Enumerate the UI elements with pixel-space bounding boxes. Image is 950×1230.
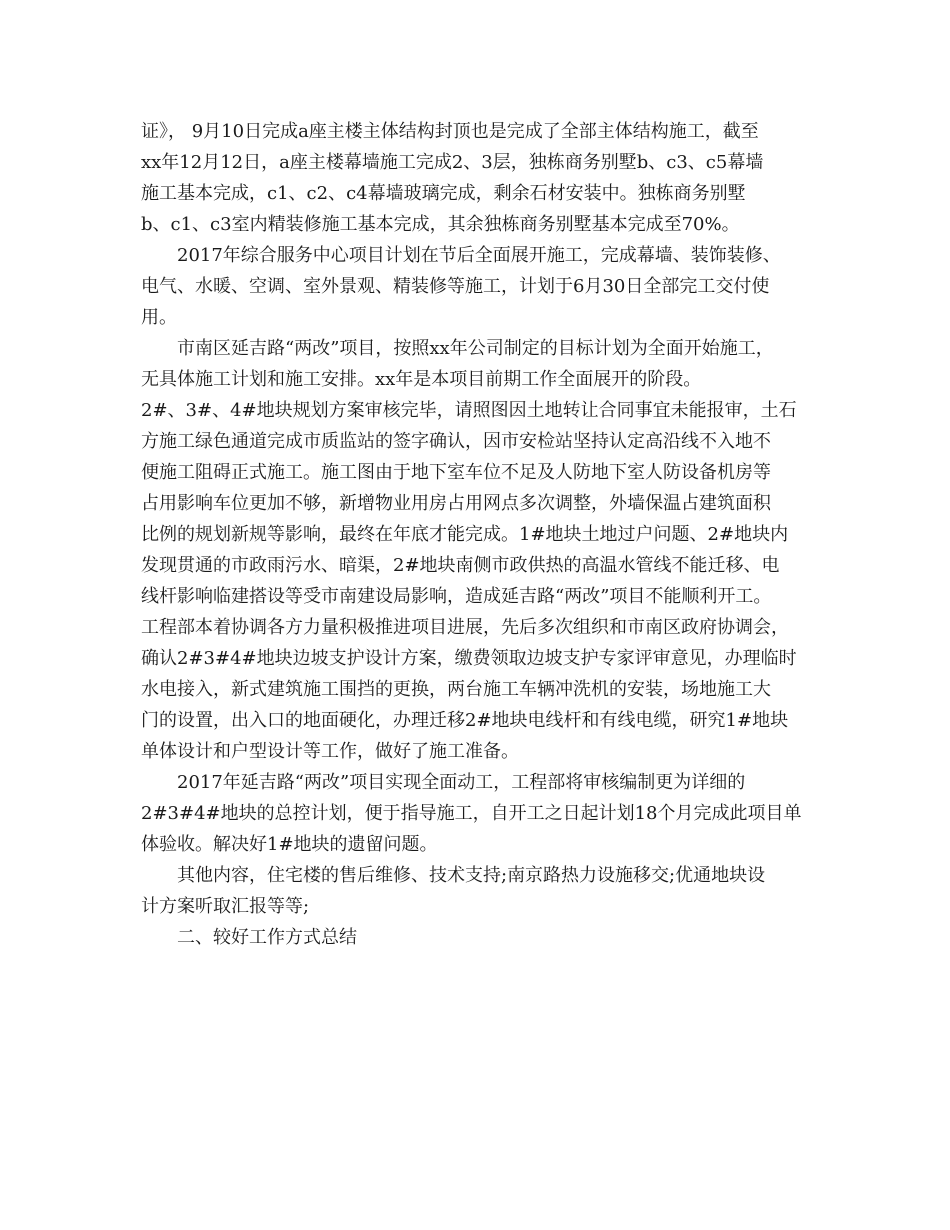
text-line: 2017年延吉路“两改”项目实现全面动工，工程部将审核编制更为详细的 [177,772,746,793]
text-line: 2#3#4#地块的总控计划，便于指导施工，自开工之日起计划18个月完成此项目单 [141,803,802,824]
text-line: 市南区延吉路“两改”项目，按照xx年公司制定的目标计划为全面开始施工， [177,338,774,359]
text-line: xx年12月12日，a座主楼幕墙施工完成2、3层，独栋商务别墅b、c3、c5幕墙 [141,152,764,173]
text-line: 其他内容，住宅楼的售后维修、技术支持;南京路热力设施移交;优通地块设 [177,865,766,886]
text-line: 证》， 9月10日完成a座主楼主体结构封顶也是完成了全部主体结构施工，截至 [141,121,759,142]
text-line: 2017年综合服务中心项目计划在节后全面展开施工，完成幕墙、装饰装修、 [177,245,781,266]
text-line: 发现贯通的市政雨污水、暗渠，2#地块南侧市政供热的高温水管线不能迁移、电 [141,555,780,576]
text-line: 比例的规划新规等影响，最终在年底才能完成。1#地块土地过户问题、2#地块内 [141,524,789,545]
text-line: 施工基本完成，c1、c2、c4幕墙玻璃完成，剩余石材安装中。独栋商务别墅 [141,183,746,204]
text-line: 门的设置，出入口的地面硬化，办理迁移2#地块电线杆和有线电缆，研究1#地块 [141,710,789,731]
text-line: 占用影响车位更加不够，新增物业用房占用网点多次调整，外墙保温占建筑面积 [141,493,771,514]
text-line: 用。 [141,307,177,328]
document-body [141,116,809,953]
text-line: 二、较好工作方式总结 [177,927,357,948]
text-line: 2#、3#、4#地块规划方案审核完毕，请照图因土地转让合同事宜未能报审，土石 [141,400,797,421]
text-line: 体验收。解决好1#地块的遗留问题。 [141,834,438,855]
text-line: 水电接入，新式建筑施工围挡的更换，两台施工车辆冲洗机的安装，场地施工大 [141,679,771,700]
text-line: 无具体施工计划和施工安排。xx年是本项目前期工作全面展开的阶段。 [141,369,702,390]
text-line: 方施工绿色通道完成市质监站的签字确认，因市安检站坚持认定高沿线不入地不 [141,431,771,452]
text-line: 计方案听取汇报等等; [141,896,310,917]
text-line: b、c1、c3室内精装修施工基本完成，其余独栋商务别墅基本完成至70%。 [141,214,740,235]
text-line: 电气、水暖、空调、室外景观、精装修等施工，计划于6月30日全部完工交付使 [141,276,770,297]
text-line: 工程部本着协调各方力量积极推进项目进展，先后多次组织和市南区政府协调会， [141,617,789,638]
text-line: 单体设计和户型设计等工作，做好了施工准备。 [141,741,519,762]
text-line: 线杆影响临建搭设等受市南建设局影响，造成延吉路“两改”项目不能顺利开工。 [141,586,772,607]
text-line: 便施工阻碍正式施工。施工图由于地下室车位不足及人防地下室人防设备机房等 [141,462,771,483]
text-line: 确认2#3#4#地块边坡支护设计方案，缴费领取边坡支护专家评审意见，办理临时 [141,648,797,669]
